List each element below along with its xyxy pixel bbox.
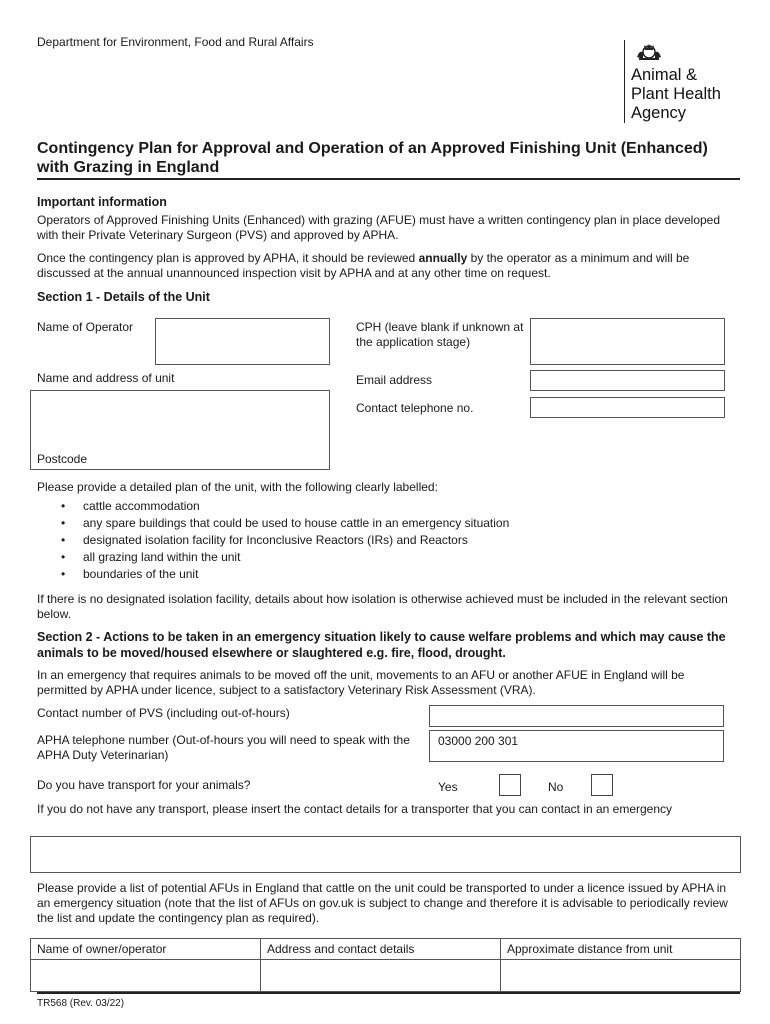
paragraph-2-start: Once the contingency plan is approved by APHA, it should be reviewed <box>37 251 419 265</box>
list-item: • any spare buildings that could be used to house cattle in an emergency situation <box>37 515 509 532</box>
transporter-note: If you do not have any transport, please insert the contact details for a transporter that you can contact in an emergency <box>37 802 673 816</box>
list-item: • boundaries of the unit <box>37 566 509 583</box>
cph-label: CPH (leave blank if unknown at the application stage) <box>356 320 524 349</box>
title-divider <box>37 178 740 180</box>
telephone-field[interactable] <box>530 397 725 418</box>
cph-field[interactable] <box>530 318 725 365</box>
logo-divider <box>624 40 625 123</box>
list-item: • cattle accommodation <box>37 498 509 515</box>
form-reference: TR568 (Rev. 03/22) <box>37 998 125 1009</box>
agency-line-3: Agency <box>631 104 687 122</box>
important-paragraph-2 <box>37 251 727 281</box>
royal-crest-icon <box>634 41 664 66</box>
afu-table <box>30 938 741 992</box>
transport-question: Do you have transport for your animals? <box>37 778 251 792</box>
email-label: Email address <box>356 373 433 387</box>
owner-cell[interactable] <box>31 960 261 992</box>
column-header-distance: Approximate distance from unit <box>501 939 741 960</box>
important-heading: Important information <box>37 195 167 209</box>
apha-telephone-field <box>429 730 724 762</box>
section-1-heading: Section 1 - Details of the Unit <box>37 290 210 304</box>
pvs-contact-label: Contact number of PVS (including out-of-hours) <box>37 706 290 720</box>
pvs-contact-field[interactable] <box>429 705 724 727</box>
section-2-heading: Section 2 - Actions to be taken in an emergency situation likely to cause welfare problems and which may cause the animals to be moved/housed elsewhere or slaughtered e.g. fire, flood, drought. <box>37 630 726 660</box>
no-checkbox[interactable] <box>591 774 613 796</box>
telephone-label: Contact telephone no. <box>356 401 474 415</box>
transporter-details-field[interactable] <box>30 836 741 873</box>
footer-divider <box>37 992 740 994</box>
agency-line-1: Animal & <box>631 66 698 84</box>
department-name: Department for Environment, Food and Rural Affairs <box>37 35 314 49</box>
section-2-intro: In an emergency that requires animals to be moved off the unit, movements to an AFU or another AFUE in England will be permitted by APHA under licence, subject to a satisfactory Veterinary Risk Assessment (VRA). <box>37 668 685 697</box>
important-paragraph-1: Operators of Approved Finishing Units (Enhanced) with grazing (AFUE) must have a written contingency plan in place developed with their Private Veterinary Surgeon (PVS) and approved by APHA. <box>37 213 721 242</box>
plan-intro: Please provide a detailed plan of the unit, with the following clearly labelled: <box>37 480 438 494</box>
operator-name-label: Name of Operator <box>37 320 134 334</box>
apha-telephone-value: 03000 200 301 <box>438 734 519 748</box>
isolation-note: If there is no designated isolation facility, details about how isolation is otherwise achieved must be included in the relevant section below. <box>37 592 728 621</box>
afu-list-note: Please provide a list of potential AFUs in England that cattle on the unit could be transported to under a licence issued by APHA in an emergency situation (note that the list of AFUs on gov.uk is subject to change and therefore it is advisable to periodically review the list and update the contingency plan as required). <box>37 881 728 925</box>
annually-emphasis: annually <box>418 251 468 265</box>
column-header-address: Address and contact details <box>261 939 501 960</box>
email-field[interactable] <box>530 370 725 391</box>
yes-checkbox[interactable] <box>499 774 521 796</box>
paragraph-2-end: by the operator as a minimum and will be discussed at the annual unannounced inspection visit by APHA and at any other time on request. <box>37 251 690 280</box>
postcode-label: Postcode <box>37 452 88 466</box>
operator-name-field[interactable] <box>155 318 330 365</box>
yes-label: Yes <box>438 780 458 794</box>
agency-logo-text <box>631 66 721 123</box>
apha-telephone-label: APHA telephone number (Out-of-hours you will need to speak with the APHA Duty Veterinarian) <box>37 733 410 762</box>
list-item: • all grazing land within the unit <box>37 549 509 566</box>
page-title: Contingency Plan for Approval and Operation of an Approved Finishing Unit (Enhanced) with Grazing in England <box>37 140 708 176</box>
distance-cell[interactable] <box>501 960 741 992</box>
agency-line-2: Plant Health <box>631 85 721 103</box>
no-label: No <box>548 780 564 794</box>
plan-items-list <box>37 498 509 583</box>
table-row <box>31 960 741 992</box>
list-item: • designated isolation facility for Inconclusive Reactors (IRs) and Reactors <box>37 532 509 549</box>
column-header-owner: Name of owner/operator <box>31 939 261 960</box>
table-header-row <box>31 939 741 960</box>
unit-name-address-label: Name and address of unit <box>37 371 175 385</box>
address-cell[interactable] <box>261 960 501 992</box>
